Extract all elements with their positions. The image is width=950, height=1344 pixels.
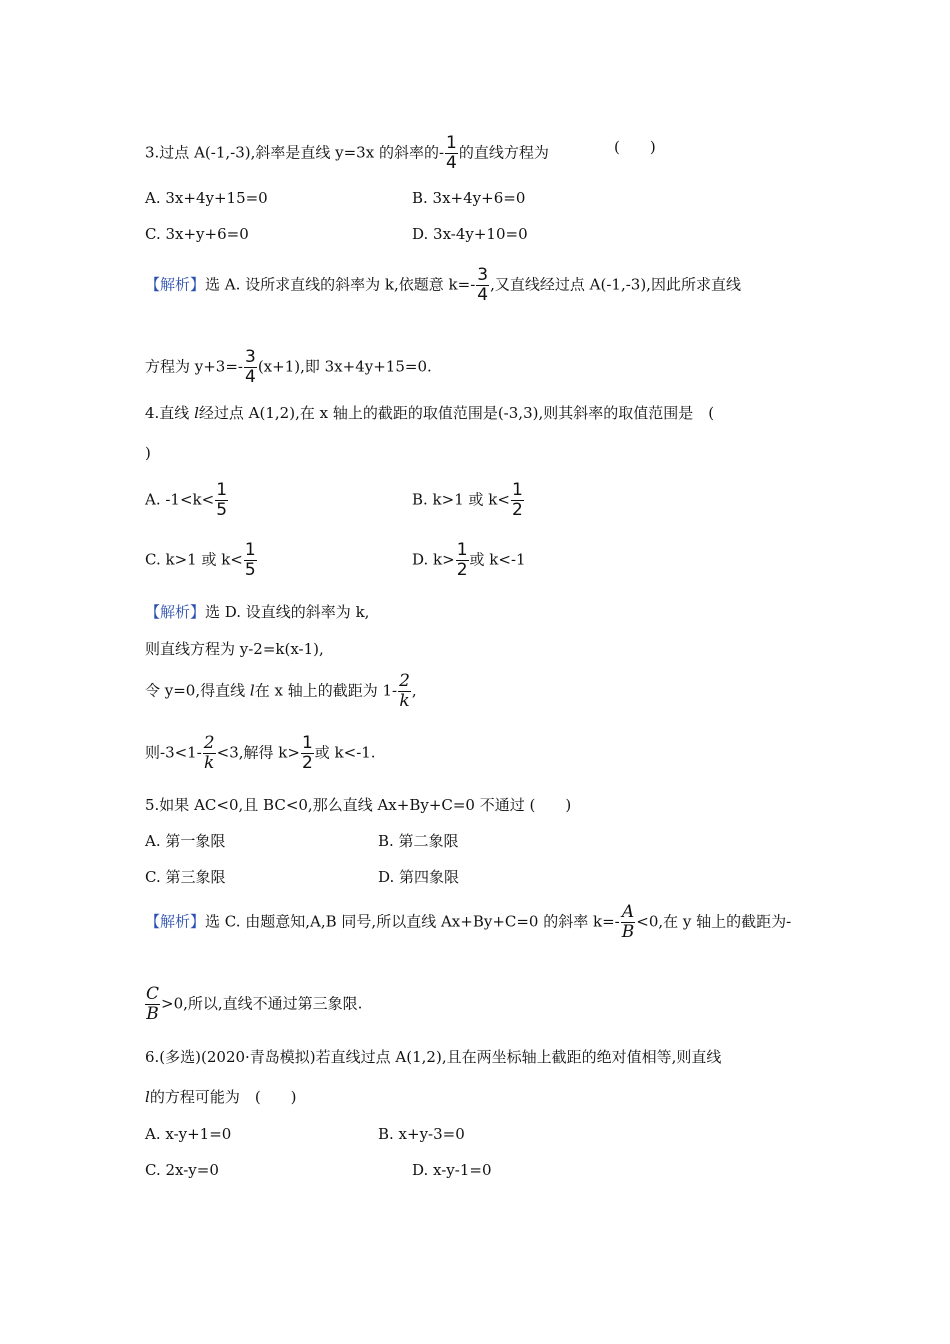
solution-tag: 【解析】 — [145, 603, 206, 621]
q4-option-b: B. k>1 或 k< $\frac{1}{2}$ — [412, 480, 523, 520]
q4-solution-line2: 则直线方程为 y-2=k(x-1), — [145, 640, 324, 658]
q3-solution-line2: 方程为 y+3=- $\frac{3}{4}$ (x+1),即 3x+4y+15=0. — [145, 347, 432, 387]
fraction: $\frac{A}{B}$ — [621, 902, 635, 942]
q5-option-a: A. 第一象限 — [145, 832, 226, 850]
q4-solution-line3: 令 y=0,得直线 l在 x 轴上的截距为 1- $\frac{2}{k}$ , — [145, 671, 417, 711]
q5-solution-line2: $\frac{C}{B}$ >0,所以,直线不通过第三象限. — [146, 984, 363, 1024]
fraction: $\frac{1}{2}$ — [301, 733, 313, 773]
q3-solution-line1: 【解析】选 A. 设所求直线的斜率为 k,依题意 k=- $\frac{3}{4}$ ,又直线经过点 A(-1,-3),因此所求直线 — [145, 265, 741, 305]
q6-option-c: C. 2x-y=0 — [145, 1161, 219, 1179]
q3-answer-paren: ( ) — [614, 138, 656, 156]
fraction: $\frac{3}{4}$ — [477, 265, 489, 305]
q5-solution-line1: 【解析】选 C. 由题意知,A,B 同号,所以直线 Ax+By+C=0 的斜率 k=- $\frac{A}{B}$ <0,在 y 轴上的截距为- — [145, 902, 792, 942]
fraction: $\frac{1}{2}$ — [456, 540, 468, 580]
q4-option-a: A. -1<k< $\frac{1}{5}$ — [145, 480, 228, 520]
q4-solution-line4: 则-3<1- $\frac{2}{k}$ <3,解得 k> $\frac{1}{2}$ 或 k<-1. — [145, 733, 376, 773]
fraction: $\frac{1}{5}$ — [244, 540, 256, 580]
q4-stem: 4.直线 l经过点 A(1,2),在 x 轴上的截距的取值范围是(-3,3),则其斜率的取值范围是 ( — [145, 404, 715, 422]
q5-option-c: C. 第三象限 — [145, 868, 226, 886]
fraction: $\frac{C}{B}$ — [146, 984, 160, 1024]
q5-option-d: D. 第四象限 — [378, 868, 460, 886]
q3-option-a: A. 3x+4y+15=0 — [145, 189, 268, 207]
q5-option-b: B. 第二象限 — [378, 832, 459, 850]
q6-stem-line2: l的方程可能为 ( ) — [145, 1088, 297, 1106]
q4-solution-line1: 【解析】选 D. 设直线的斜率为 k, — [145, 603, 370, 621]
q6-option-a: A. x-y+1=0 — [145, 1125, 232, 1143]
q3-option-b: B. 3x+4y+6=0 — [412, 189, 526, 207]
q4-option-c: C. k>1 或 k< $\frac{1}{5}$ — [145, 540, 256, 580]
q4-option-d: D. k> $\frac{1}{2}$ 或 k<-1 — [412, 540, 526, 580]
fraction: $\frac{2}{k}$ — [203, 733, 215, 773]
q4-stem-close-paren: ) — [145, 444, 151, 462]
fraction: $\frac{3}{4}$ — [245, 347, 256, 387]
fraction: $\frac{1}{4}$ — [446, 133, 457, 173]
fraction: $\frac{1}{5}$ — [216, 480, 228, 520]
fraction: $\frac{1}{2}$ — [511, 480, 523, 520]
q6-option-b: B. x+y-3=0 — [378, 1125, 465, 1143]
q3-option-d: D. 3x-4y+10=0 — [412, 225, 528, 243]
q6-option-d: D. x-y-1=0 — [412, 1161, 492, 1179]
fraction: $\frac{2}{k}$ — [399, 671, 410, 711]
q6-stem-line1: 6.(多选)(2020·青岛模拟)若直线过点 A(1,2),且在两坐标轴上截距的绝对值相等,则直线 — [145, 1048, 722, 1066]
q3-stem: 3.过点 A(-1,-3),斜率是直线 y=3x 的斜率的- $\frac{1}{4}$ 的直线方程为 — [145, 133, 549, 173]
q5-stem: 5.如果 AC<0,且 BC<0,那么直线 Ax+By+C=0 不通过 ( ) — [145, 796, 572, 814]
solution-tag: 【解析】 — [145, 275, 206, 294]
solution-tag: 【解析】 — [145, 912, 206, 931]
q3-option-c: C. 3x+y+6=0 — [145, 225, 249, 243]
